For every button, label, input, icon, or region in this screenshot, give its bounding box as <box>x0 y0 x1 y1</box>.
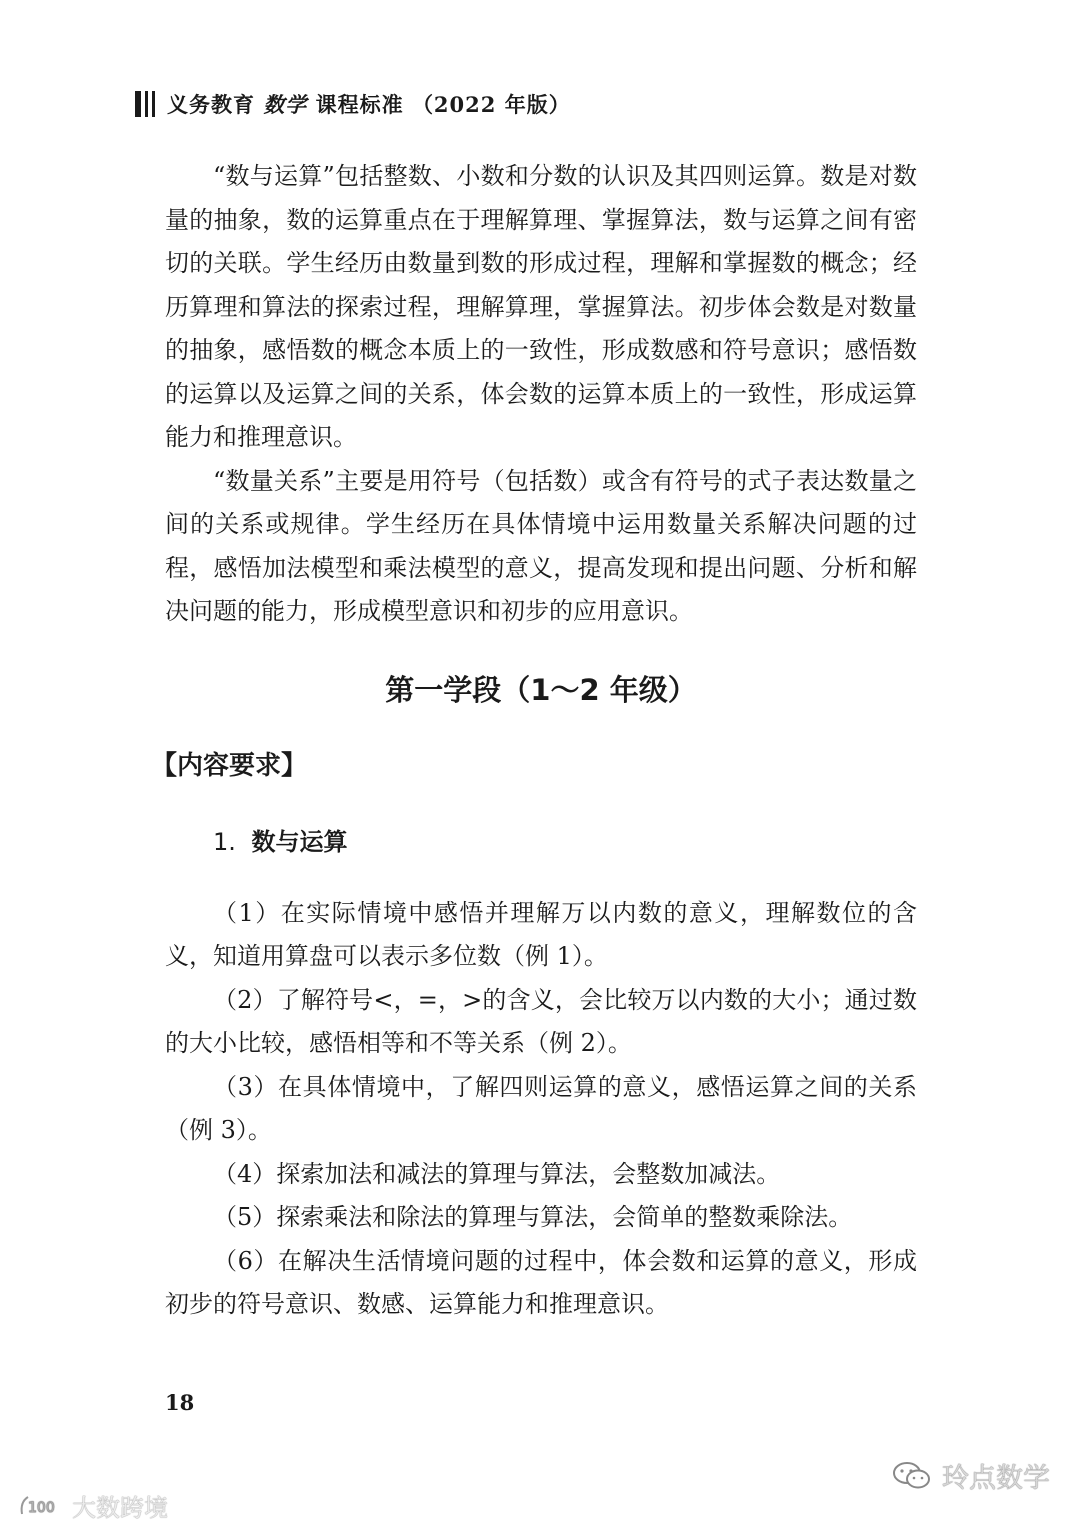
header-part-3: 课程标准 <box>315 92 404 117</box>
page-body <box>151 155 917 1327</box>
requirement-item: （5）探索乘法和除法的算理与算法，会简单的整数乘除法。 <box>213 1203 853 1231</box>
paragraph: “数与运算”包括整数、小数和分数的认识及其四则运算。数是对数量的抽象，数的运算重点在于理解算理、掌握算法，数与运算之间有密切的关联。学生经历由数量到数的形成过程，理解和掌握数的概念；经历算理和算法的探索过程，理解算理，掌握算法。初步体会数是对数量的抽象，感悟数的概念本质上的一致性，形成数感和符号意识；感悟数的运算以及运算之间的关系，体会数的运算本质上的一致性，形成运算能力和推理意识。 <box>165 162 917 451</box>
brand-logo-icon <box>18 1492 64 1520</box>
watermark-right <box>892 1456 1050 1495</box>
subsection-number: 1. <box>213 827 236 856</box>
watermark-left-text: 大数跨境 <box>72 1494 168 1522</box>
requirement-item: （2）了解符号<，=，>的含义，会比较万以内数的大小；通过数的大小比较，感悟相等和不等关系（例 2）。 <box>165 985 917 1057</box>
paragraph: “数量关系”主要是用符号（包括数）或含有符号的式子表达数量之间的关系或规律。学生经历在具体情境中运用数量关系解决问题的过程，感悟加法模型和乘法模型的意义，提高发现和提出问题、分析和解决问题的能力，形成模型意识和初步的应用意识。 <box>165 466 917 625</box>
requirement-item: （1）在实际情境中感悟并理解万以内数的意义，理解数位的含义，知道用算盘可以表示多位数（例 1）。 <box>165 898 917 970</box>
running-header <box>135 88 571 120</box>
header-title <box>167 89 571 119</box>
watermark-right-text: 玲点数学 <box>942 1463 1050 1494</box>
content-requirements-heading: 【内容要求】 <box>151 750 308 781</box>
requirement-item: （3）在具体情境中，了解四则运算的意义，感悟运算之间的关系（例 3）。 <box>165 1072 917 1144</box>
header-part-1: 义务教育 <box>167 92 255 117</box>
requirement-list <box>165 892 917 1327</box>
header-part-4: （2022 年版） <box>411 92 571 117</box>
requirement-item: （4）探索加法和减法的算理与算法，会整数加减法。 <box>213 1159 781 1188</box>
section-title: 第一学段（1～2 年级） <box>385 672 697 707</box>
watermark-left <box>18 1488 168 1523</box>
header-part-2: 数学 <box>263 92 308 117</box>
wechat-icon <box>892 1460 932 1492</box>
subsection-heading <box>213 820 917 864</box>
subsection-title: 数与运算 <box>251 827 348 856</box>
header-bars-decoration <box>135 91 155 117</box>
requirement-item: （6）在解决生活情境问题的过程中，体会数和运算的意义，形成初步的符号意识、数感、运算能力和推理意识。 <box>165 1246 917 1318</box>
page-number: 18 <box>165 1390 195 1415</box>
brand-logo-text: 100 <box>28 1499 55 1516</box>
